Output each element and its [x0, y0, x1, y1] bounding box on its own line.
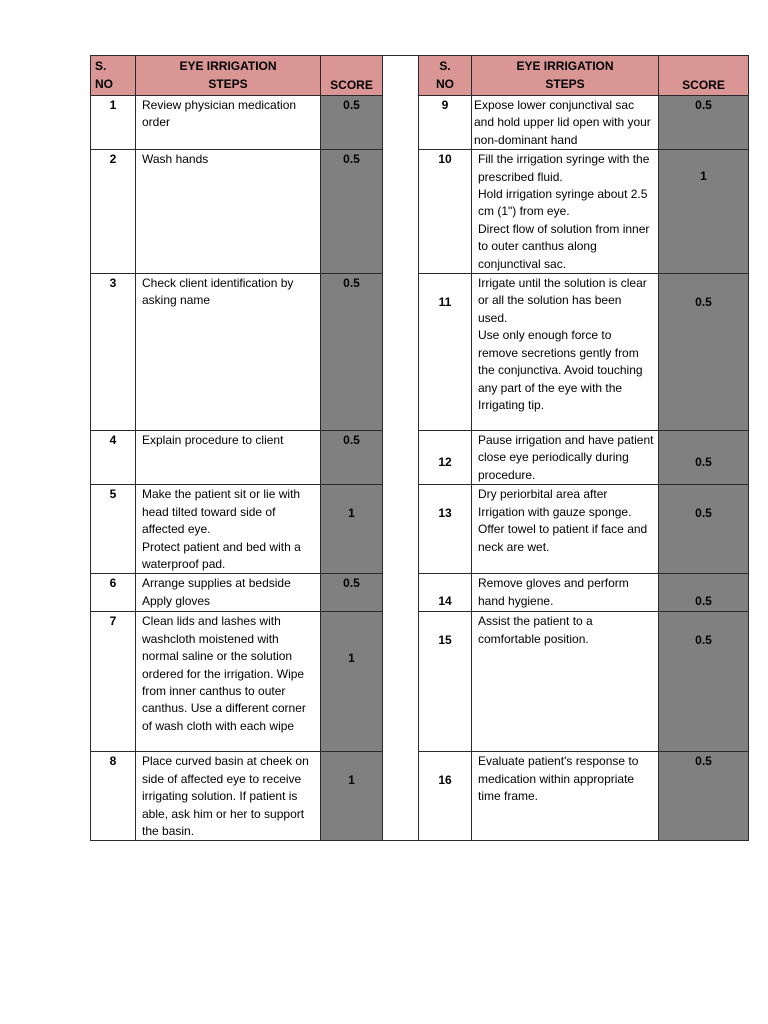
score-header-right: SCORE: [659, 56, 749, 96]
sno-header-left: S. NO: [91, 56, 136, 96]
step-score: 0.5: [321, 150, 383, 274]
step-text: Review physician medication order: [136, 96, 321, 150]
column-gap: [383, 274, 419, 431]
steps-header-right: EYE IRRIGATION STEPS: [472, 56, 659, 96]
column-gap: [383, 574, 419, 612]
step-text: Arrange supplies at bedside Apply gloves: [136, 574, 321, 612]
table-row: [91, 96, 749, 150]
step-text: Place curved basin at cheek on side of affected eye to receive irrigating solution. If patient is able, ask him or her to support the basin.: [136, 752, 321, 841]
step-score: 1: [321, 612, 383, 752]
column-gap: [383, 612, 419, 752]
step-text: Clean lids and lashes with washcloth moistened with normal saline or the solution ordered for the irrigation. Wipe from inner canthus to outer canthus. Use a different corner of wash cloth with each wipe: [136, 612, 321, 752]
checklist-table: [90, 55, 749, 841]
step-text: Evaluate patient's response to medication within appropriate time frame.: [472, 752, 659, 841]
step-number: 10: [419, 150, 472, 274]
step-number: 2: [91, 150, 136, 274]
step-text: Wash hands: [136, 150, 321, 274]
step-number: 3: [91, 274, 136, 431]
table-row: [91, 274, 749, 431]
step-score: 0.5: [659, 752, 749, 841]
table-row: [91, 752, 749, 841]
table-row: [91, 485, 749, 574]
table-row: [91, 150, 749, 274]
column-gap: [383, 485, 419, 574]
step-score: 0.5: [659, 96, 749, 150]
step-score: 0.5: [659, 274, 749, 431]
step-score: 0.5: [659, 431, 749, 485]
step-number: 16: [419, 752, 472, 841]
column-gap: [383, 431, 419, 485]
header-row: [91, 56, 749, 96]
step-text: Make the patient sit or lie with head tilted toward side of affected eye. Protect patient and bed with a waterproof pad.: [136, 485, 321, 574]
step-text: Fill the irrigation syringe with the prescribed fluid. Hold irrigation syringe about 2.5 cm (1") from eye. Direct flow of solution from inner to outer canthus along conjunctival sac.: [472, 150, 659, 274]
step-score: 0.5: [321, 274, 383, 431]
step-number: 8: [91, 752, 136, 841]
step-score: 0.5: [659, 612, 749, 752]
step-score: 1: [659, 150, 749, 274]
step-text: Expose lower conjunctival sac and hold upper lid open with your non-dominant hand: [472, 96, 659, 150]
step-text: Dry periorbital area after Irrigation with gauze sponge. Offer towel to patient if face and neck are wet.: [472, 485, 659, 574]
step-number: 1: [91, 96, 136, 150]
table-row: [91, 574, 749, 612]
table-row: [91, 612, 749, 752]
eye-irrigation-checklist: [90, 55, 749, 841]
step-number: 5: [91, 485, 136, 574]
step-number: 13: [419, 485, 472, 574]
step-text: Pause irrigation and have patient close eye periodically during procedure.: [472, 431, 659, 485]
step-score: 0.5: [321, 431, 383, 485]
column-gap: [383, 752, 419, 841]
step-text: Check client identification by asking name: [136, 274, 321, 431]
step-text: Explain procedure to client: [136, 431, 321, 485]
step-number: 15: [419, 612, 472, 752]
column-gap: [383, 96, 419, 150]
step-number: 11: [419, 274, 472, 431]
steps-header-left: EYE IRRIGATION STEPS: [136, 56, 321, 96]
column-gap: [383, 56, 419, 96]
step-number: 4: [91, 431, 136, 485]
step-score: 0.5: [659, 485, 749, 574]
step-text: Assist the patient to a comfortable position.: [472, 612, 659, 752]
step-number: 6: [91, 574, 136, 612]
sno-header-right: S. NO: [419, 56, 472, 96]
table-row: [91, 431, 749, 485]
step-number: 9: [419, 96, 472, 150]
step-number: 7: [91, 612, 136, 752]
column-gap: [383, 150, 419, 274]
step-number: 12: [419, 431, 472, 485]
step-score: 0.5: [659, 574, 749, 612]
step-score: 0.5: [321, 574, 383, 612]
step-score: 0.5: [321, 96, 383, 150]
step-number: 14: [419, 574, 472, 612]
score-header-left: SCORE: [321, 56, 383, 96]
step-text: Irrigate until the solution is clear or all the solution has been used. Use only enough force to remove secretions gently from the conjunctiva. Avoid touching any part of the eye with the Irrigating tip.: [472, 274, 659, 431]
step-score: 1: [321, 485, 383, 574]
step-text: Remove gloves and perform hand hygiene.: [472, 574, 659, 612]
step-score: 1: [321, 752, 383, 841]
